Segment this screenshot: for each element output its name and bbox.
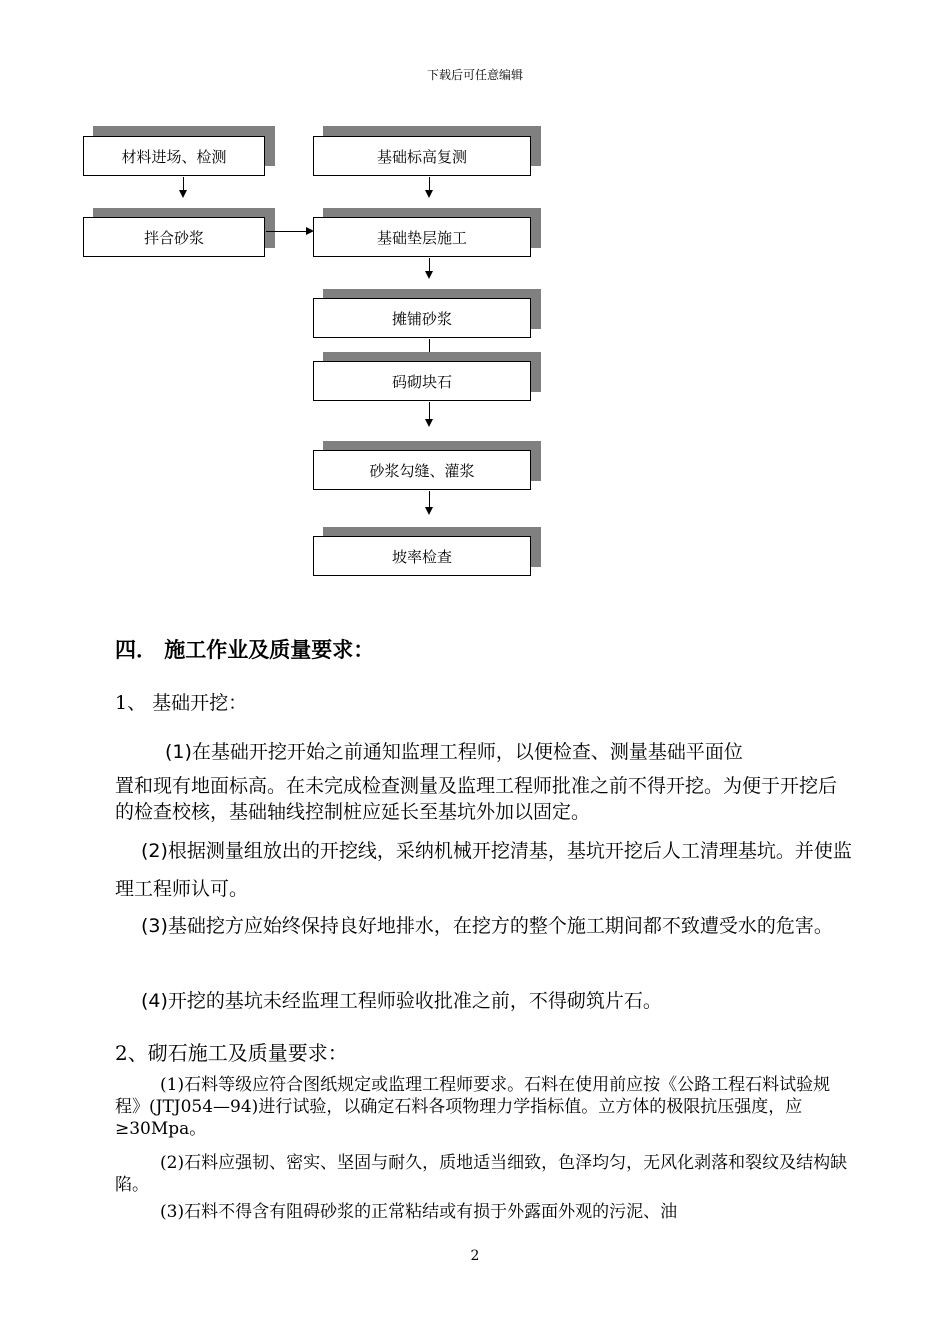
- subsection-title-foundation: 1、 基础开挖：: [115, 692, 248, 714]
- section-title: 四． 施工作业及质量要求：: [115, 637, 375, 662]
- subsection-title-masonry: 2、砌石施工及质量要求：: [115, 1041, 348, 1065]
- flow-box-material-check: 材料进场、检测: [83, 136, 265, 176]
- flow-box-mix-mortar: 拌合砂浆: [83, 217, 265, 257]
- connector-line: [183, 177, 184, 191]
- arrow-down-icon: [425, 271, 433, 279]
- paragraph-2: (2)根据测量组放出的开挖线，采纳机械开挖清基，基坑开挖后人工清理基坑。并使监理工程师认可。: [115, 840, 852, 900]
- flow-box-slope-check: 坡率检查: [313, 536, 531, 576]
- connector-line: [429, 339, 430, 353]
- page-header: 下载后可任意编辑: [426, 68, 523, 82]
- connector-line: [266, 231, 306, 232]
- paragraph-4: (4)开挖的基坑未经监理工程师验收批准之前，不得砌筑片石。: [141, 990, 662, 1012]
- flow-box-pointing-grouting: 砂浆勾缝、灌浆: [313, 450, 531, 490]
- arrow-down-icon: [425, 419, 433, 427]
- flow-box-lay-stones: 码砌块石: [313, 361, 531, 401]
- page-number: 2: [470, 1248, 480, 1264]
- connector-line: [429, 402, 430, 420]
- arrow-down-icon: [425, 507, 433, 515]
- arrow-down-icon: [179, 190, 187, 198]
- flow-box-spread-mortar: 摊铺砂浆: [313, 298, 531, 338]
- arrow-down-icon: [425, 190, 433, 198]
- connector-line: [429, 258, 430, 272]
- connector-line: [429, 177, 430, 191]
- flow-box-elevation-check: 基础标高复测: [313, 136, 531, 176]
- masonry-paragraph-1: (1)石料等级应符合图纸规定或监理工程师要求。石料在使用前应按《公路工程石料试验规程》(JTJ054—94)进行试验，以确定石料各项物理力学指标值。立方体的极限抗压强度，应≥30Mpa。: [115, 1075, 831, 1139]
- flow-box-cushion-layer: 基础垫层施工: [313, 217, 531, 257]
- paragraph-1-line1: (1)在基础开挖开始之前通知监理工程师，以便检查、测量基础平面位: [165, 741, 743, 763]
- paragraph-1-rest: 置和现有地面标高。在未完成检查测量及监理工程师批准之前不得开挖。为便于开挖后的检查校核，基础轴线控制桩应延长至基坑外加以固定。: [115, 775, 838, 823]
- masonry-paragraph-3: (3)石料不得含有阻碍砂浆的正常粘结或有损于外露面外观的污泥、油: [160, 1202, 678, 1222]
- masonry-paragraph-2: (2)石料应强韧、密实、坚固与耐久，质地适当细致，色泽均匀，无风化剥落和裂纹及结构缺陷。: [115, 1153, 848, 1195]
- paragraph-3: (3)基础挖方应始终保持良好地排水，在挖方的整个施工期间都不致遭受水的危害。: [141, 915, 833, 937]
- connector-line: [429, 491, 430, 508]
